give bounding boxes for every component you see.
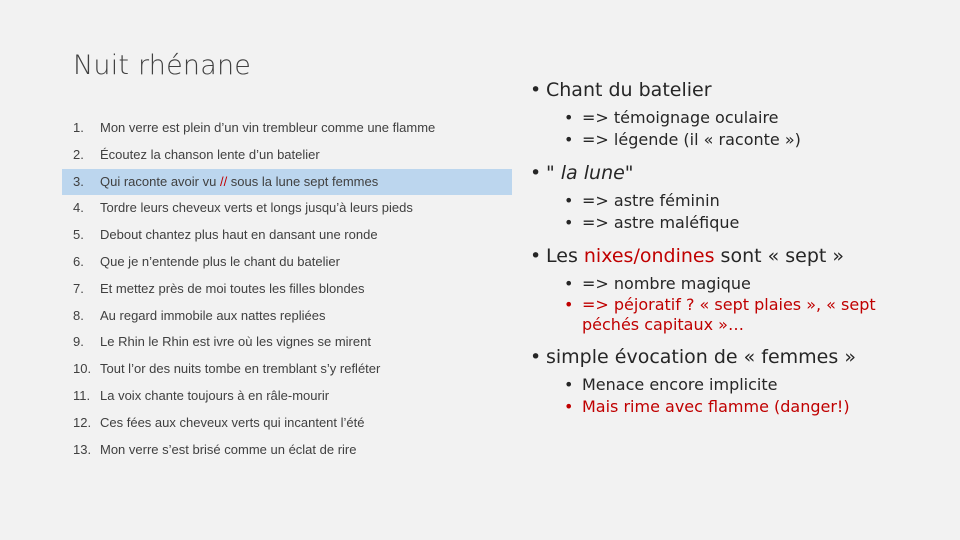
slide-title: Nuit rhénane bbox=[73, 50, 252, 81]
note-sub-astre-feminin: • => astre féminin bbox=[530, 190, 950, 212]
poem-line-13 bbox=[62, 437, 512, 464]
poem-list bbox=[62, 115, 512, 463]
note-heading-lune bbox=[530, 161, 950, 185]
line-text: Et mettez près de moi toutes les filles blondes bbox=[100, 280, 365, 296]
line-number: 11. bbox=[73, 387, 91, 403]
poem-line-3-highlighted bbox=[62, 169, 512, 196]
quote-close: " bbox=[624, 162, 634, 184]
nixes-suffix: sont « sept » bbox=[714, 245, 845, 267]
poem-line-11 bbox=[62, 383, 512, 410]
line-number: 8. bbox=[73, 307, 84, 323]
line-text: Mon verre s’est brisé comme un éclat de rire bbox=[100, 441, 357, 457]
poem-line-1 bbox=[62, 115, 512, 142]
note-sub-pejoratif: • => péjoratif ? « sept plaies », « sept péchés capitaux »… bbox=[530, 295, 882, 335]
note-sub-temoignage: • => témoignage oculaire bbox=[530, 107, 950, 129]
line-number: 13. bbox=[73, 441, 92, 457]
poem-line-5 bbox=[62, 222, 512, 249]
line-number: 3. bbox=[73, 173, 84, 189]
poem-line-12 bbox=[62, 410, 512, 437]
poem-line-10 bbox=[62, 356, 512, 383]
note-sub-menace: • Menace encore implicite bbox=[530, 374, 950, 396]
line-number: 7. bbox=[73, 280, 84, 296]
nixes-prefix: Les bbox=[546, 245, 584, 267]
italic-lune: la lune bbox=[560, 162, 625, 184]
line-text: Tordre leurs cheveux verts et longs jusqu’à leurs pieds bbox=[100, 200, 413, 216]
note-sub-rime-flamme: • Mais rime avec flamme (danger!) bbox=[530, 396, 950, 418]
line-number: 6. bbox=[73, 253, 84, 269]
line-text: Tout l’or des nuits tombe en tremblant s’y refléter bbox=[100, 361, 381, 377]
poem-line-4 bbox=[62, 195, 512, 222]
line-text-part-b: sous la lune sept femmes bbox=[227, 173, 379, 189]
note-sub-nombre-magique: • => nombre magique bbox=[530, 273, 950, 295]
line-number: 1. bbox=[73, 120, 84, 135]
line-text: Écoutez la chanson lente d’un batelier bbox=[100, 146, 320, 162]
line-text: La voix chante toujours à en râle-mourir bbox=[100, 387, 330, 403]
note-heading-nixes bbox=[530, 244, 950, 268]
line-text: Ces fées aux cheveux verts qui incantent l’été bbox=[100, 414, 365, 430]
line-number: 10. bbox=[73, 361, 92, 377]
poem-line-2 bbox=[62, 142, 512, 169]
line-text: Debout chantez plus haut en dansant une ronde bbox=[100, 227, 378, 243]
line-number: 2. bbox=[73, 146, 84, 162]
poem-line-7 bbox=[62, 276, 512, 303]
note-heading-chant: • Chant du batelier bbox=[530, 78, 950, 102]
quote-open: " bbox=[546, 162, 561, 184]
note-heading-femmes: • simple évocation de « femmes » bbox=[530, 345, 950, 369]
line-number: 5. bbox=[73, 227, 84, 243]
note-sub-astre-malefique: • => astre maléfique bbox=[530, 212, 950, 234]
nixes-highlight: nixes/ondines bbox=[583, 245, 715, 267]
line-text: Que je n’entende plus le chant du batelier bbox=[100, 253, 340, 269]
line-text: Le Rhin le Rhin est ivre où les vignes se mirent bbox=[100, 334, 371, 350]
note-sub-legende: • => légende (il « raconte ») bbox=[530, 129, 950, 151]
line-text: Mon verre est plein d’un vin trembleur comme une flamme bbox=[100, 120, 436, 135]
line-number: 12. bbox=[73, 414, 92, 430]
poem-line-9 bbox=[62, 329, 512, 356]
line-text bbox=[100, 169, 378, 196]
analysis-notes bbox=[530, 78, 950, 418]
line-number: 9. bbox=[73, 334, 84, 350]
poem-line-6 bbox=[62, 249, 512, 276]
caesura-mark: // bbox=[219, 173, 228, 189]
poem-line-8 bbox=[62, 303, 512, 330]
line-number: 4. bbox=[73, 200, 84, 216]
line-text-part-a: Qui raconte avoir vu bbox=[100, 173, 220, 189]
line-text: Au regard immobile aux nattes repliées bbox=[100, 307, 326, 323]
